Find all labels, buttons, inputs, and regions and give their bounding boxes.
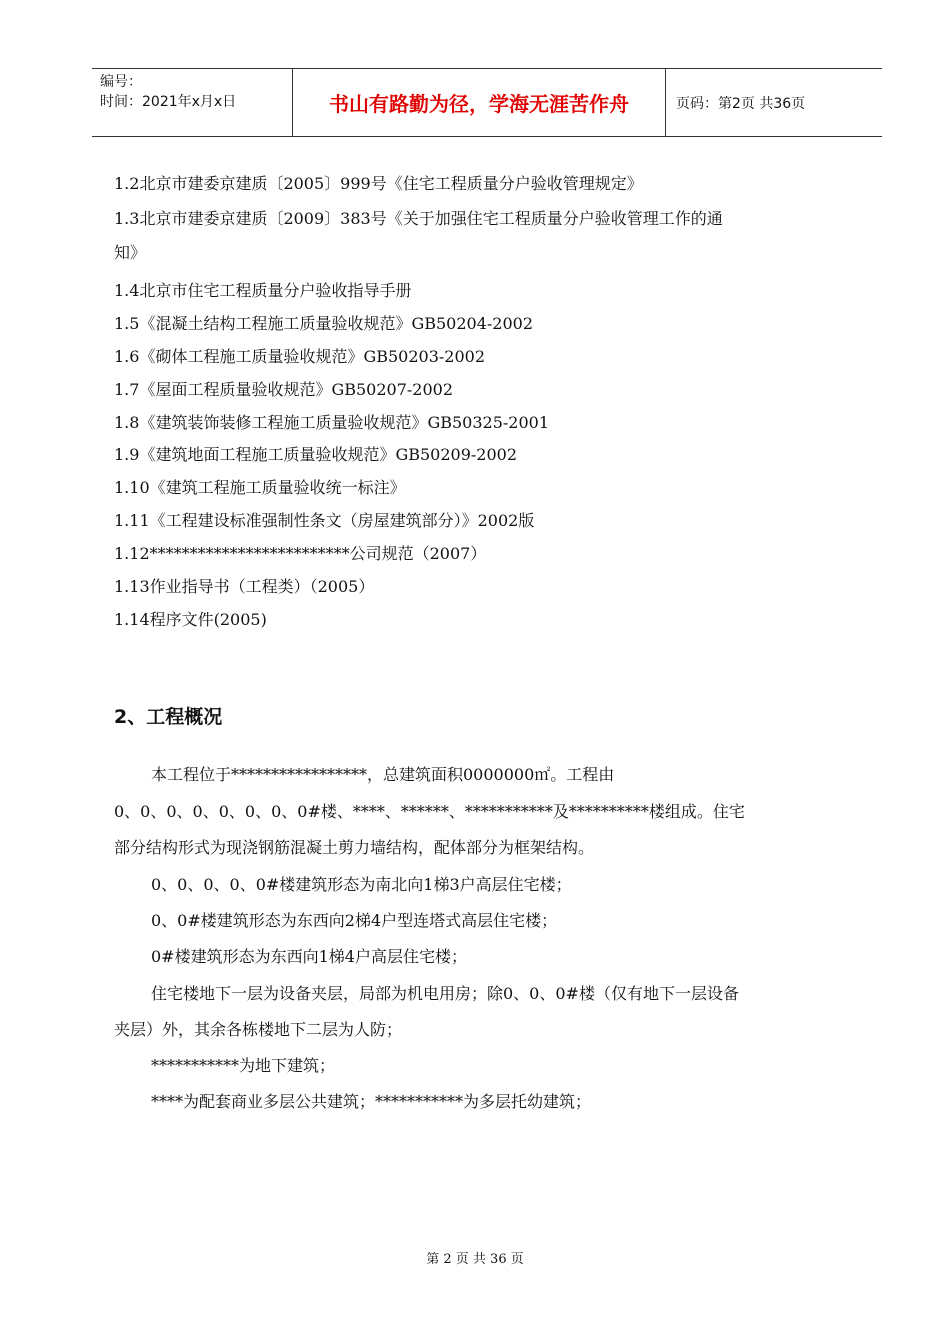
reference-item: 1.2北京市建委京建质〔2005〕999号《住宅工程质量分户验收管理规定》 xyxy=(114,174,643,193)
reference-item: 1.4北京市住宅工程质量分户验收指导手册 xyxy=(114,281,412,300)
reference-item-continuation: 知》 xyxy=(114,243,147,262)
paragraph-line: ****为配套商业多层公共建筑；***********为多层托幼建筑； xyxy=(151,1092,592,1111)
reference-item: 1.6《砌体工程施工质量验收规范》GB50203-2002 xyxy=(114,347,486,366)
page-footer: 第 2 页 共 36 页 xyxy=(426,1252,524,1267)
paragraph-line: 本工程位于*****************，总建筑面积0000000㎡。工程由 xyxy=(151,765,615,784)
reference-item: 1.12*************************公司规范（2007） xyxy=(114,544,487,563)
page-header xyxy=(92,68,882,137)
document-code-label: 编号： xyxy=(100,74,142,90)
reference-item: 1.3北京市建委京建质〔2009〕383号《关于加强住宅工程质量分户验收管理工作的通 xyxy=(114,209,723,228)
reference-item: 1.5《混凝土结构工程施工质量验收规范》GB50204-2002 xyxy=(114,314,534,333)
reference-item: 1.7《屋面工程质量验收规范》GB50207-2002 xyxy=(114,380,454,399)
reference-item: 1.8《建筑装饰装修工程施工质量验收规范》GB50325-2001 xyxy=(114,413,550,432)
paragraph-line: 0、0#楼建筑形态为东西向2梯4户型连塔式高层住宅楼； xyxy=(151,911,558,930)
reference-item: 1.14程序文件(2005) xyxy=(114,610,267,629)
paragraph-line: 0#楼建筑形态为东西向1梯4户高层住宅楼； xyxy=(151,947,467,966)
document-time-label: 时间：2021年x月x日 xyxy=(100,94,237,110)
header-motto: 书山有路勤为径，学海无涯苦作舟 xyxy=(293,69,666,136)
paragraph-line: 0、0、0、0、0、0、0、0#楼、****、******、***********及**********楼组成。住宅 xyxy=(114,802,745,821)
paragraph-line: 0、0、0、0、0#楼建筑形态为南北向1梯3户高层住宅楼； xyxy=(151,875,572,894)
reference-item: 1.9《建筑地面工程施工质量验收规范》GB50209-2002 xyxy=(114,445,518,464)
reference-item: 1.11《工程建设标准强制性条文（房屋建筑部分）》2002版 xyxy=(114,511,535,530)
section-title: 2、工程概况 xyxy=(114,706,223,728)
reference-item: 1.13作业指导书（工程类）（2005） xyxy=(114,577,375,596)
paragraph-line: 部分结构形式为现浇钢筋混凝土剪力墙结构，配体部分为框架结构。 xyxy=(114,838,595,857)
header-page-number: 页码：第2页 共36页 xyxy=(676,95,806,112)
paragraph-line: 夹层）外，其余各栋楼地下二层为人防； xyxy=(114,1020,403,1039)
paragraph-line: ***********为地下建筑； xyxy=(151,1056,336,1075)
header-info-cell xyxy=(92,69,293,136)
reference-item: 1.10《建筑工程施工质量验收统一标注》 xyxy=(114,478,406,497)
paragraph-line: 住宅楼地下一层为设备夹层，局部为机电用房；除0、0、0#楼（仅有地下一层设备 xyxy=(151,984,739,1003)
